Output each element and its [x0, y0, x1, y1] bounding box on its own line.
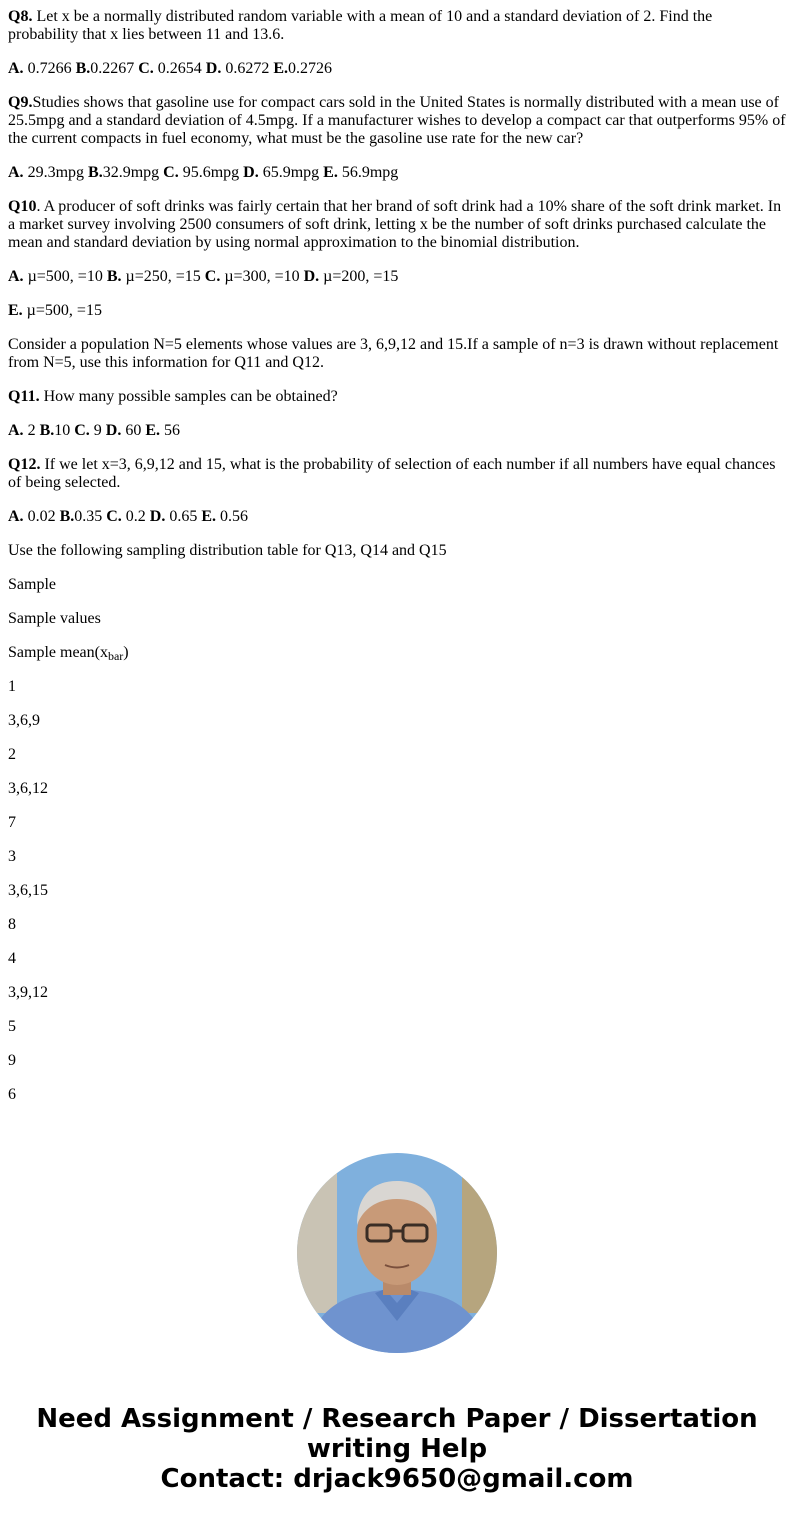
portrait-photo — [297, 1153, 497, 1353]
q11-option-b-label: B. — [39, 422, 55, 439]
q12-option-e-label: E. — [201, 508, 217, 525]
photo-wall-left — [297, 1173, 337, 1313]
q9-option-c-text: 95.6mpg — [178, 164, 244, 181]
question-q8 — [8, 8, 786, 44]
intro-q11-q12: Consider a population N=5 elements whose values are 3, 6,9,12 and 15.If a sample of n=3 is drawn without replacement from N=5, use this information for Q11 and Q12. — [8, 336, 779, 371]
q9-option-a-label: A. — [8, 164, 24, 181]
q8-option-c-label: C. — [138, 60, 154, 77]
q12-option-c-text: 0.2 — [121, 508, 150, 525]
q11-option-e-text: 56 — [160, 422, 181, 439]
table-header-mean-sub: bar — [107, 649, 124, 663]
question-q9 — [8, 94, 786, 148]
table-cell: 6 — [8, 1086, 16, 1103]
q12-options — [8, 508, 786, 526]
q10-option-a-label: A. — [8, 268, 24, 285]
q12-option-b-text: 0.35 — [74, 508, 107, 525]
q9-option-a-text: 29.3mpg — [23, 164, 89, 181]
q12-option-a-label: A. — [8, 508, 24, 525]
table-cell: 4 — [8, 950, 16, 967]
question-q10 — [8, 198, 786, 252]
q10-label: Q10 — [8, 198, 37, 215]
q11-option-b-text: 10 — [54, 422, 75, 439]
q11-text: How many possible samples can be obtained? — [39, 388, 338, 405]
q8-option-a-label: A. — [8, 60, 24, 77]
q8-option-e-text: 0.2726 — [288, 60, 333, 77]
table-cell: 3,6,12 — [8, 780, 48, 797]
q10-text: . A producer of soft drinks was fairly certain that her brand of soft drink had a 10% share of the soft drink market. In a market survey involving 2500 consumers of soft drink, letting x be the number of soft drinks purchased calculate the mean and standard deviation by using normal approximation to the binomial distribution. — [8, 198, 782, 251]
q11-option-c-label: C. — [74, 422, 90, 439]
q10-option-e — [8, 302, 786, 320]
q11-option-a-text: 2 — [23, 422, 40, 439]
q10-option-c-text: µ=300, =10 — [220, 268, 304, 285]
q10-option-b-label: B. — [106, 268, 122, 285]
table-header-mean-suffix: ) — [123, 644, 129, 661]
avatar — [297, 1153, 497, 1353]
table-header-sample: Sample — [8, 576, 56, 593]
q12-text: If we let x=3, 6,9,12 and 15, what is the probability of selection of each number if all numbers have equal chances of being selected. — [8, 456, 776, 491]
q12-option-b-label: B. — [59, 508, 75, 525]
table-cell: 8 — [8, 916, 16, 933]
q11-option-a-label: A. — [8, 422, 24, 439]
table-cell: 2 — [8, 746, 16, 763]
q9-option-d-label: D. — [243, 164, 259, 181]
q10-option-d-text: µ=200, =15 — [319, 268, 399, 285]
document-body — [8, 8, 786, 1120]
q8-options — [8, 60, 786, 78]
table-cell: 7 — [8, 814, 16, 831]
q9-label: Q9. — [8, 94, 33, 111]
q9-option-b-text: 32.9mpg — [102, 164, 164, 181]
q9-option-b-label: B. — [88, 164, 103, 181]
q11-option-c-text: 9 — [89, 422, 106, 439]
q8-option-e-label: E. — [273, 60, 289, 77]
table-cell: 3,6,9 — [8, 712, 40, 729]
table-cell: 3,6,15 — [8, 882, 48, 899]
q9-text: Studies shows that gasoline use for compact cars sold in the United States is normally distributed with a mean use of 25.5mpg and a standard deviation of 4.5mpg. If a manufacturer wishes to develop a compact car that outperforms 95% of the current compacts in fuel economy, what must be the gasoline use rate for the new car? — [8, 94, 786, 147]
table-cell: 3,9,12 — [8, 984, 48, 1001]
q9-option-d-text: 65.9mpg — [258, 164, 324, 181]
promo-banner — [0, 1404, 794, 1494]
q8-option-d-text: 0.6272 — [221, 60, 274, 77]
q12-option-d-label: D. — [149, 508, 166, 525]
table-cell: 3 — [8, 848, 16, 865]
table-header-values: Sample values — [8, 610, 101, 627]
q10-option-c-label: C. — [204, 268, 221, 285]
q8-text: Let x be a normally distributed random variable with a mean of 10 and a standard deviation of 2. Find the probability that x lies between 11 and 13.6. — [8, 8, 713, 43]
table-cell: 5 — [8, 1018, 16, 1035]
question-q11 — [8, 388, 786, 406]
promo-line-1: Need Assignment / Research Paper / Dissertation — [36, 1404, 758, 1434]
photo-wall-right — [462, 1163, 497, 1313]
promo-contact: Contact: drjack9650@gmail.com — [160, 1464, 634, 1494]
table-header-mean — [8, 644, 786, 662]
q9-option-e-label: E. — [323, 164, 338, 181]
q9-options — [8, 164, 786, 182]
q8-option-b-text: 0.2267 — [90, 60, 139, 77]
q10-options — [8, 268, 786, 286]
q10-option-e-label: E. — [8, 302, 23, 319]
intro-q13-q15: Use the following sampling distribution table for Q13, Q14 and Q15 — [8, 542, 447, 559]
q12-option-d-text: 0.65 — [165, 508, 202, 525]
q10-option-e-text: µ=500, =15 — [22, 302, 102, 319]
q11-options — [8, 422, 786, 440]
q12-option-e-text: 0.56 — [216, 508, 249, 525]
q11-label: Q11. — [8, 388, 40, 405]
table-cell: 9 — [8, 1052, 16, 1069]
promo-line-2: writing Help — [306, 1434, 488, 1464]
q11-option-d-label: D. — [105, 422, 122, 439]
q12-option-a-text: 0.02 — [23, 508, 60, 525]
q8-option-c-text: 0.2654 — [153, 60, 206, 77]
q9-option-c-label: C. — [163, 164, 179, 181]
q12-label: Q12. — [8, 456, 41, 473]
q12-option-c-label: C. — [106, 508, 122, 525]
q11-option-d-text: 60 — [121, 422, 146, 439]
table-cell: 1 — [8, 678, 16, 695]
table-header-mean-prefix: Sample mean(x — [8, 644, 108, 661]
question-q12 — [8, 456, 786, 492]
q11-option-e-label: E. — [145, 422, 161, 439]
q8-label: Q8. — [8, 8, 33, 25]
q10-option-a-text: µ=500, =10 — [23, 268, 107, 285]
q10-option-b-text: µ=250, =15 — [121, 268, 205, 285]
q8-option-d-label: D. — [205, 60, 222, 77]
q8-option-b-label: B. — [75, 60, 91, 77]
q9-option-e-text: 56.9mpg — [337, 164, 399, 181]
q10-option-d-label: D. — [303, 268, 320, 285]
q8-option-a-text: 0.7266 — [23, 60, 76, 77]
